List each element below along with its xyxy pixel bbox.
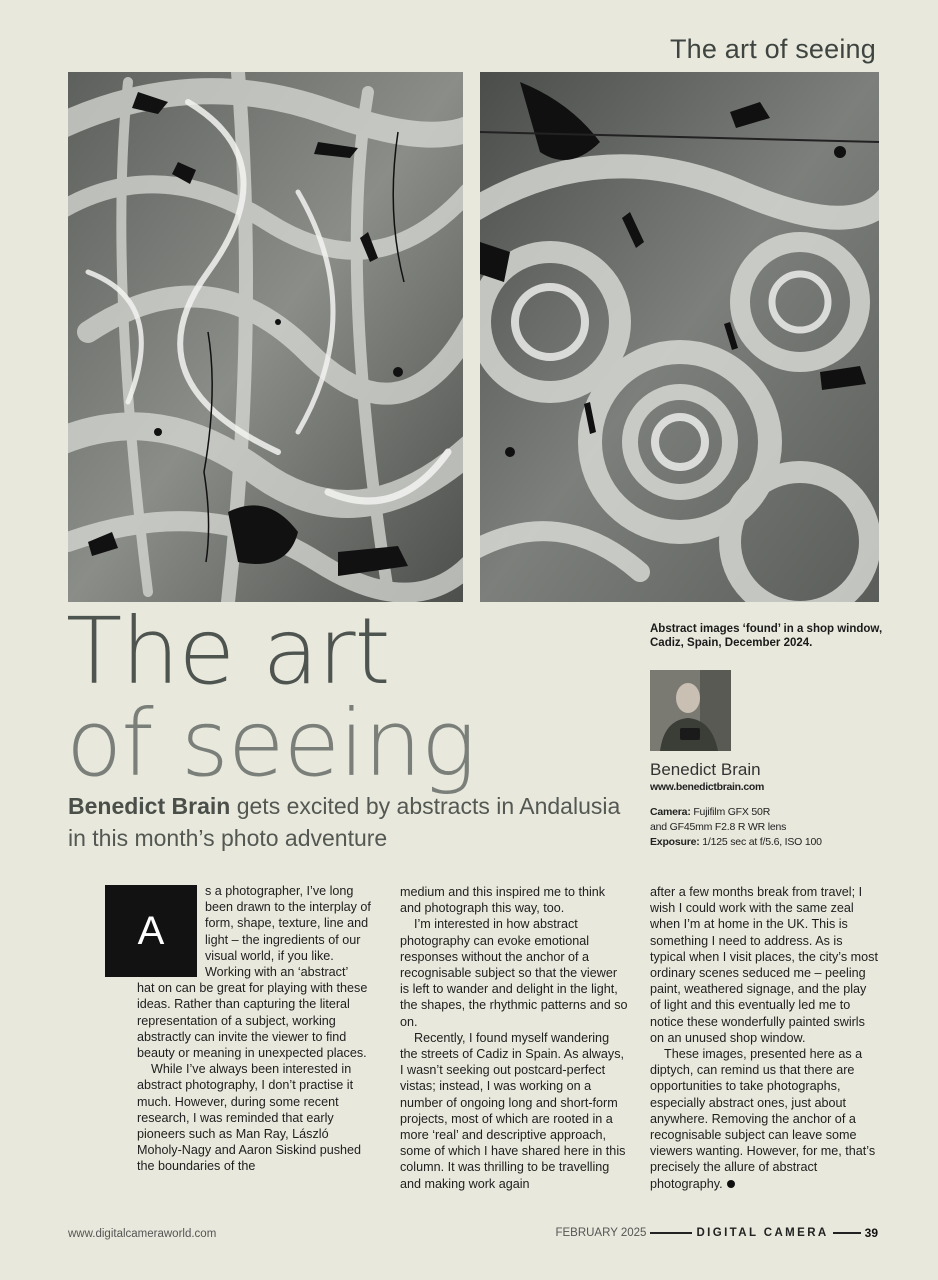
- author-portrait: [650, 670, 731, 751]
- body-column-3: [650, 884, 878, 1192]
- drop-cap: A: [105, 885, 197, 977]
- body-paragraph: s a photographer, I’ve long been drawn to the interplay of form, shape, texture, line and light – the ingredients of our visual world, if you like. Working with an ‘abstract’: [205, 884, 371, 980]
- body-paragraph: after a few months break from travel; I wish I could work with the same zeal when I’m at home in the UK. This is something I need to address. As is typical when I visit places, the city’s most ordinary scenes seduced me – peeling paint, weathered signage, and the play of light and this eventually led me to notice these wonderfully painted swirls on an unused shop window.: [650, 885, 878, 1045]
- standfirst-byline: Benedict Brain: [68, 793, 231, 819]
- author-website[interactable]: www.benedictbrain.com: [650, 781, 765, 793]
- headline-line-2: of seeing: [66, 690, 476, 797]
- section-label: The art of seeing: [669, 34, 876, 64]
- camera-specs: [650, 805, 890, 850]
- exposure-label: Exposure:: [650, 836, 700, 848]
- footer-folio: [555, 1226, 878, 1240]
- standfirst: [68, 790, 628, 854]
- body-paragraph: medium and this inspired me to think and photograph this way, too.: [400, 885, 606, 916]
- headline-line-1: The art: [66, 598, 390, 705]
- body-paragraph-last: [650, 1046, 878, 1192]
- standfirst-text: gets excited by abstracts in Andalusia in this month’s photo adventure: [68, 793, 621, 851]
- end-mark-icon: [727, 1180, 735, 1188]
- body-paragraph: I’m interested in how abstract photography can evoke emotional responses without the anchor of a recognisable subject so that the viewer is left to wander and delight in the light, the shapes, the rhythmic patterns and so on.: [400, 917, 628, 1029]
- footer-issue: FEBRUARY 2025: [555, 1227, 647, 1239]
- footer-magazine: DIGITAL CAMERA: [696, 1227, 829, 1239]
- camera-label: Camera:: [650, 806, 691, 818]
- body-paragraph-text: These images, presented here as a diptych, can remind us that there are opportunities to take photographs, especially abstract ones, just about anywhere. Removing the anchor of a recognisable subject can leave some viewers wanting. However, for me, that’s precisely the allure of abstract photography.: [650, 1047, 876, 1191]
- camera-value: Fujifilm GFX 50R: [690, 806, 771, 818]
- footer-rule: [650, 1232, 692, 1233]
- body-paragraph: Recently, I found myself wandering the streets of Cadiz in Spain. As always, I wasn’t seeking out postcard-perfect vistas; instead, I was working on a number of ongoing long and short-form projects, most of which are rooted in a more ‘real’ and descriptive approach, some of which I have shared here in this column. It was thrilling to be travelling and making work again: [400, 1030, 626, 1191]
- body-column-2: [400, 884, 628, 1192]
- body-paragraph: While I’ve always been interested in abstract photography, I don’t practise it much. However, during some recent research, I was reminded that early pioneers such as Man Ray, László Moholy-Nagy and Aaron Siskind pushed the boundaries of the: [137, 1062, 362, 1174]
- abstract-photo-left: [68, 72, 463, 602]
- lens-value: and GF45mm F2.8 R WR lens: [650, 821, 787, 833]
- body-column-1: [137, 883, 375, 1175]
- abstract-photo-right: [480, 72, 879, 602]
- author-name: Benedict Brain: [650, 760, 761, 779]
- headline: [66, 598, 476, 797]
- body-paragraph: hat on can be great for playing with these ideas. Rather than capturing the literal representation of a subject, working abstractly can invite the viewer to find beauty or meaning in unexpected places.: [137, 981, 368, 1061]
- footer-website[interactable]: www.digitalcameraworld.com: [68, 1228, 217, 1240]
- page-number: 39: [864, 1226, 878, 1240]
- footer-rule: [833, 1232, 861, 1233]
- exposure-value: 1/125 sec at f/5.6, ISO 100: [699, 836, 822, 848]
- image-caption: Abstract images ‘found’ in a shop window, Cadiz, Spain, December 2024.: [650, 623, 883, 649]
